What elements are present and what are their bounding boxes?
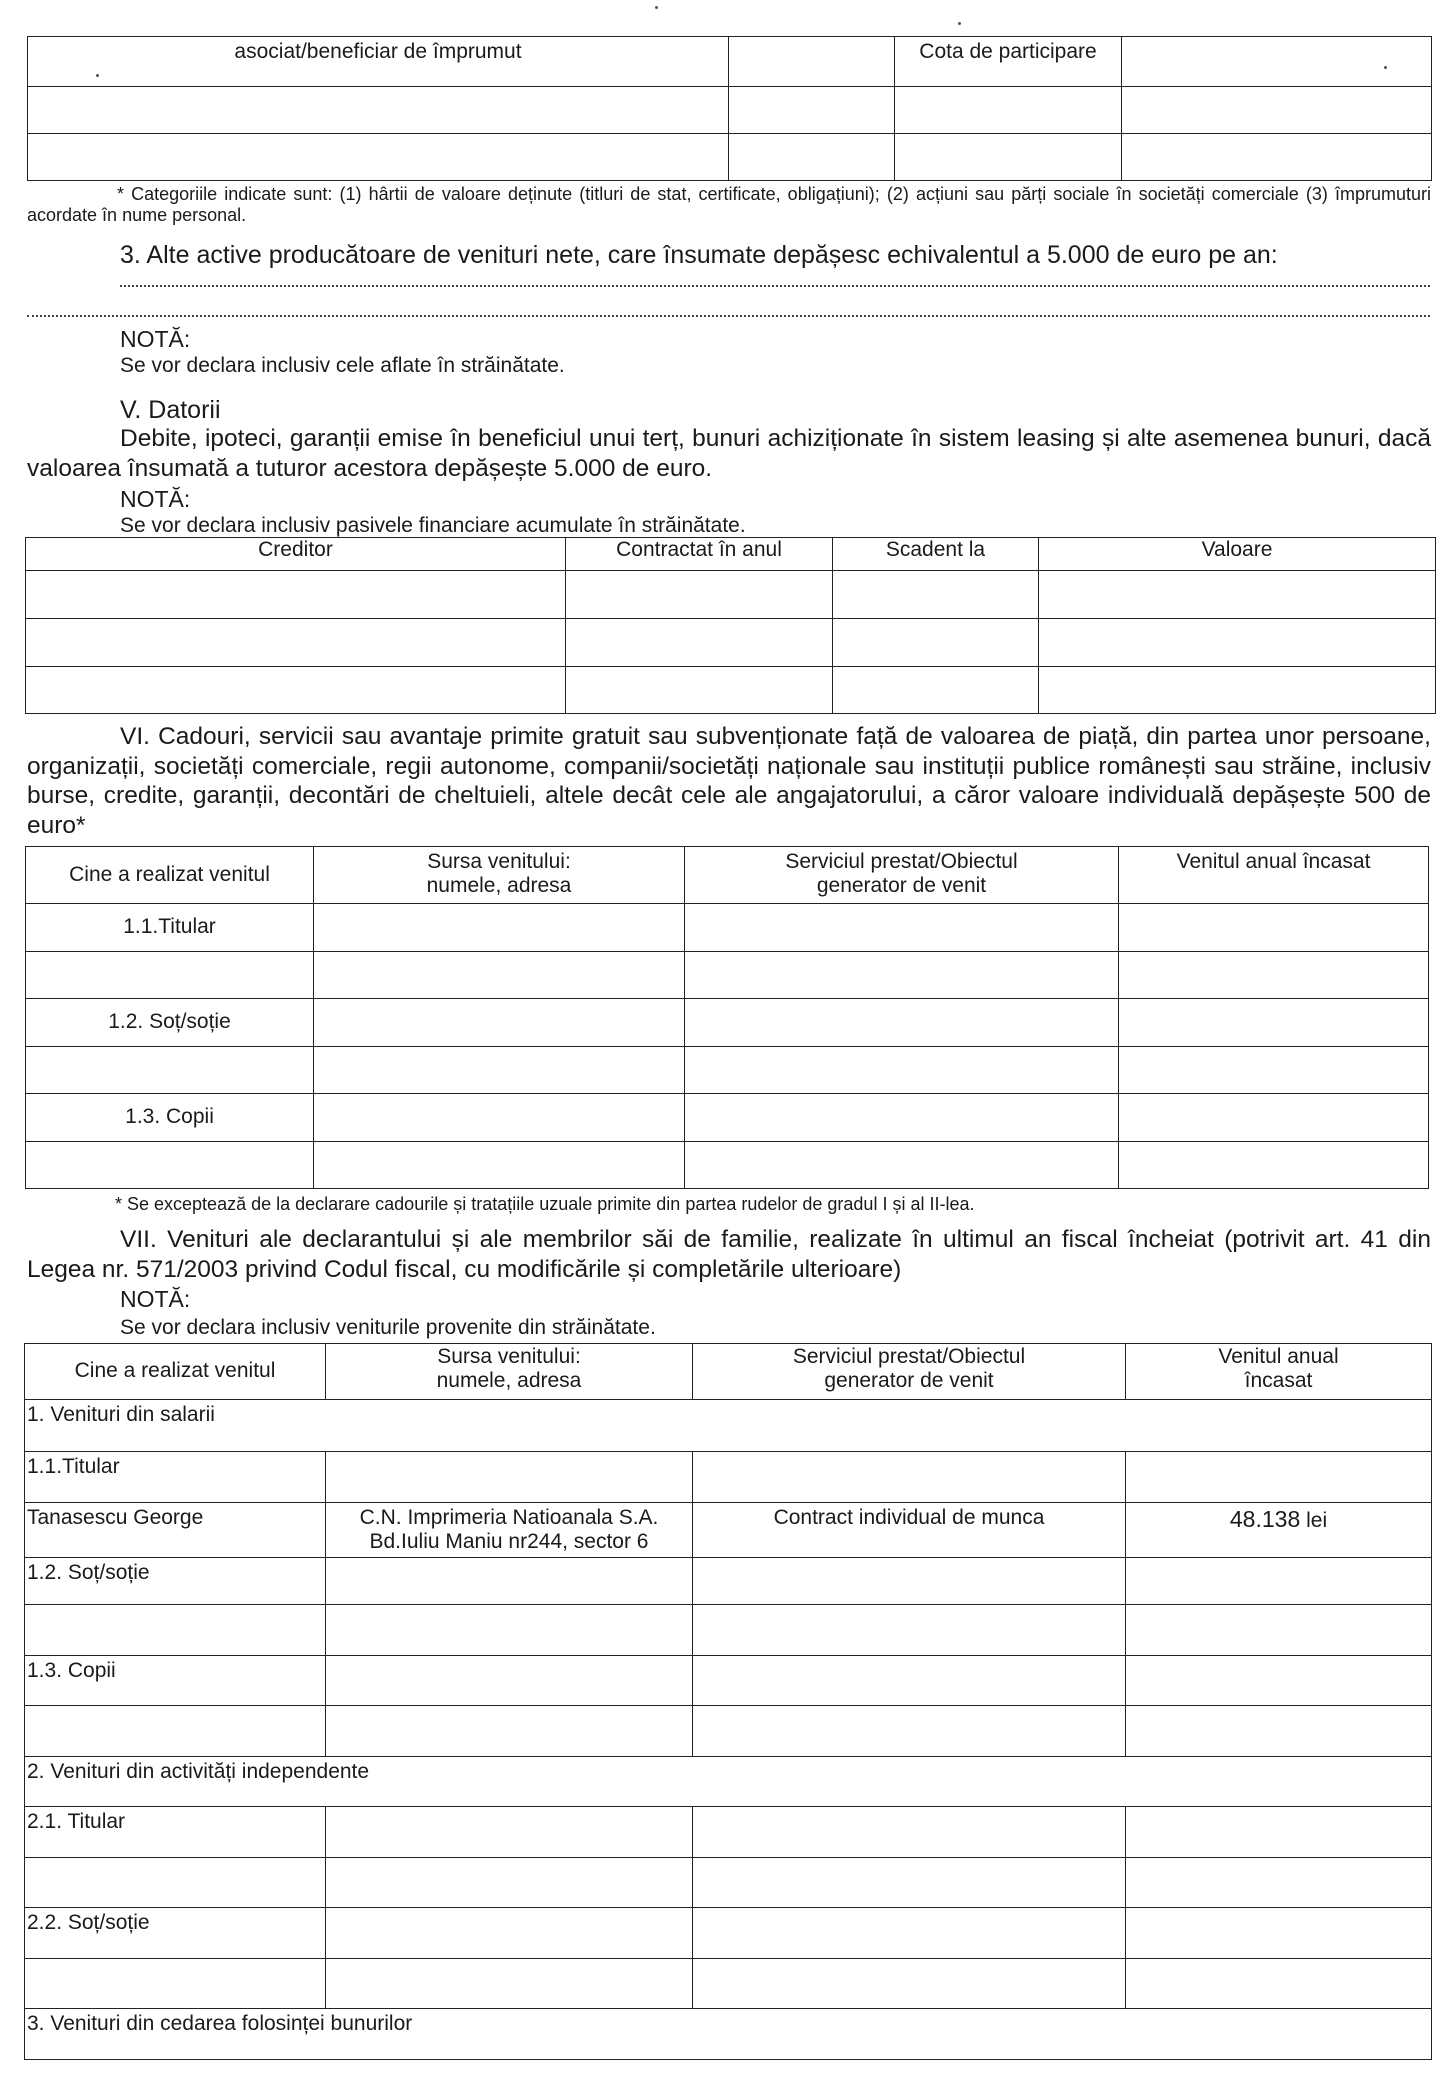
table-row: [26, 571, 1436, 619]
header-source: [326, 1344, 693, 1400]
header-cell: asociat/beneficiar de împrumut: [28, 37, 729, 87]
section-v-paragraph: Debite, ipoteci, garanții emise în beneficiul unui terț, bunuri achiziționate în sistem leasing și alte asemenea bunuri, dacă valoarea însumată a tuturor acestora depășește 5.000 de euro.: [27, 425, 1431, 482]
row-label-children: 1.3. Copii: [26, 1094, 314, 1142]
entry-amount-value: 48.138: [1229, 1506, 1301, 1532]
table-row: [25, 1858, 1432, 1908]
entry-source-line1: C.N. Imprimeria Natioanala S.A.: [359, 1506, 659, 1529]
category-row: [25, 2009, 1432, 2060]
income-table: [24, 1343, 1432, 2060]
table-header-row: [28, 37, 1432, 87]
section-v-title: V. Datorii: [120, 396, 221, 424]
table-header-row: [25, 1344, 1432, 1400]
entry-amount-currency: lei: [1306, 1509, 1328, 1532]
entry-amount: [1126, 1503, 1432, 1558]
table-row: [26, 999, 1429, 1047]
row-label-titular: 2.1. Titular: [25, 1807, 326, 1858]
header-source: [314, 847, 685, 904]
income-entry-row: [25, 1503, 1432, 1558]
header-who: Cine a realizat venitul: [26, 847, 314, 904]
row-label-children: 1.3. Copii: [25, 1656, 326, 1706]
header-cell: [729, 37, 895, 87]
header-service: [693, 1344, 1126, 1400]
table-row: [25, 1452, 1432, 1503]
entry-source: [326, 1503, 693, 1558]
table-row: [26, 952, 1429, 999]
header-creditor: Creditor: [26, 538, 566, 571]
section-vii-nota-text: Se vor declara inclusiv veniturile provenite din străinătate.: [120, 1316, 656, 1339]
header-source-line2: numele, adresa: [426, 874, 572, 898]
table-row: [25, 1706, 1432, 1757]
header-value: Valoare: [1039, 538, 1436, 571]
header-service-line1: Serviciul prestat/Obiectul: [792, 1345, 1026, 1368]
header-cell: [1122, 37, 1432, 87]
section-3-nota-label: NOTĂ:: [120, 326, 191, 352]
table-row: [25, 1807, 1432, 1858]
table-row: [28, 134, 1432, 181]
category-salaries: 1. Venituri din salarii: [25, 1400, 1432, 1452]
section-vii-nota-label: NOTĂ:: [120, 1286, 191, 1312]
participations-table: [27, 36, 1432, 181]
category-property-use: 3. Venituri din cedarea folosinței bunurilor: [25, 2009, 1432, 2060]
section-3-nota-text: Se vor declara inclusiv cele aflate în străinătate.: [120, 354, 565, 377]
table-header-row: [26, 538, 1436, 571]
table-row: [26, 619, 1436, 667]
header-who: Cine a realizat venitul: [25, 1344, 326, 1400]
table-row: [25, 1656, 1432, 1706]
table-row: [26, 1094, 1429, 1142]
section-3-title: 3. Alte active producătoare de venituri nete, care însumate depășesc echivalentul a 5.000 de euro pe an:: [120, 241, 1278, 269]
header-income-line1: Venitul anual: [1218, 1345, 1339, 1368]
section-vii-paragraph: VII. Venituri ale declarantului și ale membrilor săi de familie, realizate în ultimul an fiscal încheiat (potrivit art. 41 din Legea nr. 571/2003 privind Codul fiscal, cu modificările și completările ulterioare): [27, 1226, 1431, 1283]
table-row: [28, 87, 1432, 134]
dotted-line: [27, 315, 1430, 317]
entry-source-line2: Bd.Iuliu Maniu nr244, sector 6: [369, 1530, 649, 1554]
section-v-nota-label: NOTĂ:: [120, 486, 191, 512]
header-service: [685, 847, 1119, 904]
footnote-categories: * Categoriile indicate sunt: (1) hârtii de valoare deținute (titluri de stat, certificate, obligațiuni); (2) acțiuni sau părți sociale în societăți comerciale (3) împrumuturi acordate în nume personal.: [27, 184, 1431, 225]
table-row: [26, 904, 1429, 952]
row-label-titular: 1.1.Titular: [26, 904, 314, 952]
table-row: [25, 1605, 1432, 1656]
header-service-line2: generator de venit: [824, 1369, 994, 1393]
category-row: [25, 1757, 1432, 1807]
section-v-nota-text: Se vor declara inclusiv pasivele financiare acumulate în străinătate.: [120, 514, 746, 537]
footnote-gifts: * Se exceptează de la declarare cadourile și tratațiile uzuale primite din partea rudelor de gradul I și al II-lea.: [115, 1194, 975, 1214]
header-source-line2: numele, adresa: [436, 1369, 582, 1393]
header-service-line1: Serviciul prestat/Obiectul: [785, 850, 1018, 873]
table-row: [26, 1142, 1429, 1189]
scan-speck: [655, 6, 658, 9]
header-income-line2: încasat: [1244, 1369, 1313, 1393]
header-due-date: Scadent la: [833, 538, 1039, 571]
row-label-spouse: 1.2. Soț/soție: [26, 999, 314, 1047]
table-row: [26, 667, 1436, 714]
section-vi-paragraph: VI. Cadouri, servicii sau avantaje primite gratuit sau subvenționate față de valoarea de piață, din partea unor persoane, organizații, societăți comerciale, regii autonome, companii/societăți naționale sau instituții publice românești sau străine, inclusiv burse, credite, garanții, decontări de cheltuieli, altele decât cele ale angajatorului, a căror valoare individuală depășește 500 de euro*: [27, 723, 1431, 839]
category-row: [25, 1400, 1432, 1452]
row-label-spouse: 2.2. Soț/soție: [25, 1908, 326, 1959]
header-source-line1: Sursa venitului:: [437, 1345, 581, 1368]
row-label-spouse: 1.2. Soț/soție: [25, 1558, 326, 1605]
dotted-line: [120, 285, 1430, 287]
header-income: Venitul anual încasat: [1119, 847, 1429, 904]
table-row: [25, 1908, 1432, 1959]
header-service-line2: generator de venit: [816, 874, 987, 898]
scan-speck: [958, 22, 961, 25]
header-contracted-year: Contractat în anul: [566, 538, 833, 571]
entry-name: Tanasescu George: [25, 1503, 326, 1558]
header-income: [1126, 1344, 1432, 1400]
table-row: [25, 1558, 1432, 1605]
table-row: [26, 1047, 1429, 1094]
table-row: [25, 1959, 1432, 2009]
entry-service: Contract individual de munca: [693, 1503, 1126, 1558]
row-label-titular: 1.1.Titular: [25, 1452, 326, 1503]
header-source-line1: Sursa venitului:: [427, 850, 571, 873]
gifts-table: [25, 846, 1429, 1189]
category-independent: 2. Venituri din activități independente: [25, 1757, 1432, 1807]
table-header-row: [26, 847, 1429, 904]
header-cell: Cota de participare: [895, 37, 1122, 87]
debts-table: [25, 537, 1436, 714]
